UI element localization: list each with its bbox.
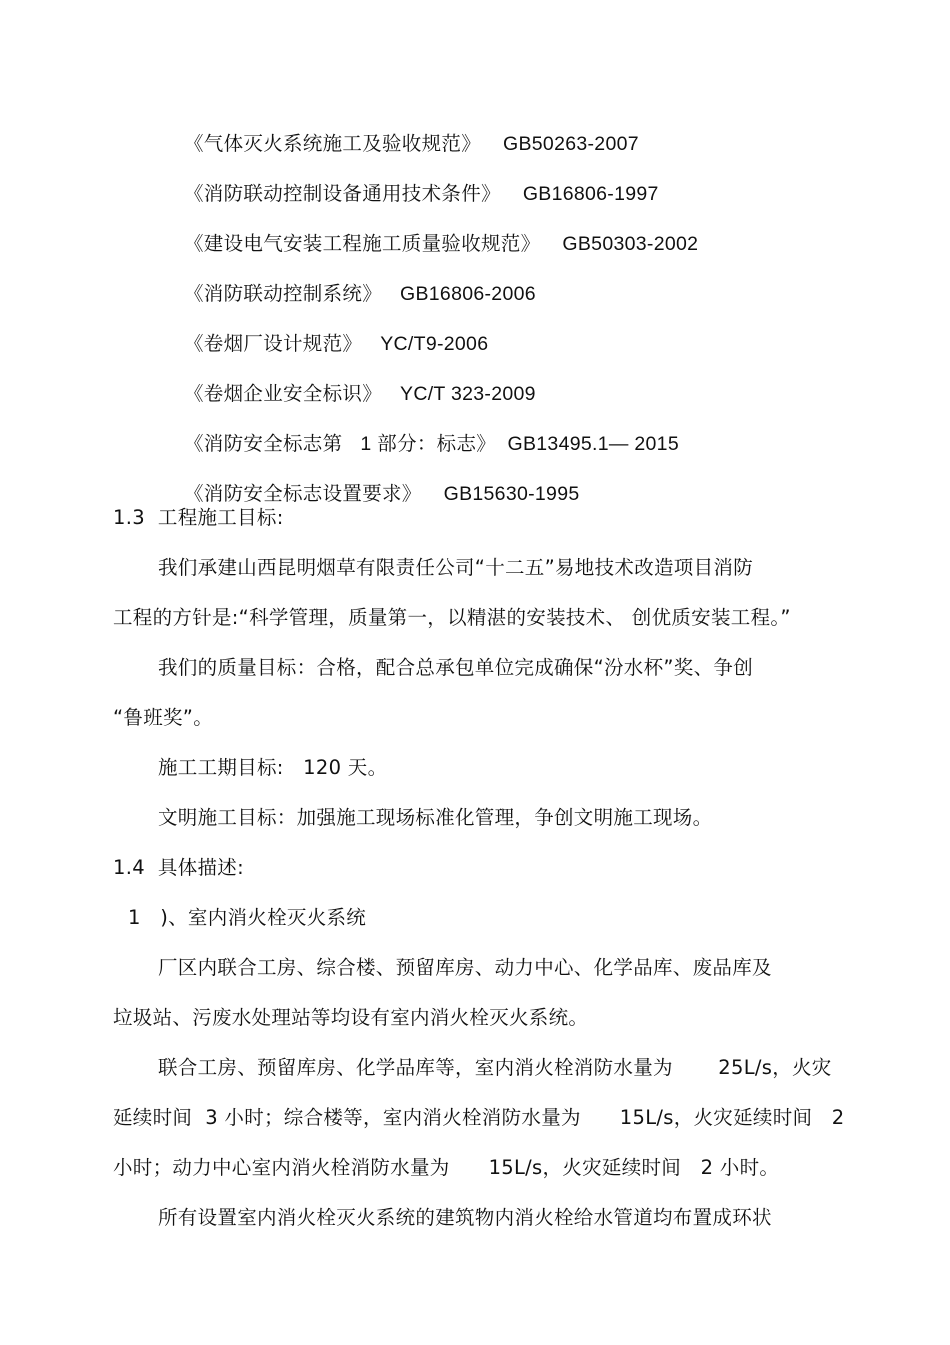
paragraph-line: 施工工期目标: 120 天。 (158, 756, 388, 779)
standard-name: 《卷烟企业安全标识》 (184, 382, 383, 405)
paragraph-line: 垃圾站、污废水处理站等均设有室内消火栓灭火系统。 (113, 1006, 589, 1029)
standard-name: 《消防联动控制系统》 (184, 282, 383, 305)
standard-name: 《消防安全标志第 (184, 432, 343, 455)
paragraph-line: 文明施工目标：加强施工现场标准化管理，争创文明施工现场。 (158, 806, 713, 829)
paragraph-line: 我们承建山西昆明烟草有限责任公司“十二五”易地技术改造项目消防 (158, 556, 754, 579)
subsection-heading: 1 )、室内消火栓灭火系统 (128, 906, 367, 929)
section-heading: 1.4 具体描述: (113, 856, 244, 879)
standard-code: GB15630-1995 (443, 483, 580, 505)
standard-code: GB50263-2007 (503, 133, 639, 155)
paragraph-line: 我们的质量目标：合格，配合总承包单位完成确保“汾水杯”奖、争创 (158, 656, 754, 679)
paragraph-line: 工程的方针是:“科学管理，质量第一，以精湛的安装技术、 创优质安装工程。” (113, 606, 791, 629)
standard-code: YC/T9-2006 (380, 333, 489, 355)
standard-code: GB16806-2006 (400, 283, 536, 305)
paragraph-line: “鲁班奖”。 (113, 706, 214, 729)
standard-name: 《建设电气安装工程施工质量验收规范》 (184, 232, 541, 255)
paragraph-line: 小时；动力中心室内消火栓消防水量为 15L/s，火灾延续时间 2 小时。 (113, 1156, 780, 1179)
standard-code: YC/T 323-2009 (400, 383, 536, 405)
standard-name: 《卷烟厂设计规范》 (184, 332, 363, 355)
section-heading: 1.3 工程施工目标: (113, 506, 284, 529)
paragraph-line: 延续时间 3 小时；综合楼等，室内消火栓消防水量为 15L/s，火灾延续时间 2 (113, 1106, 845, 1129)
standard-name: 《气体灭火系统施工及验收规范》 (184, 132, 482, 155)
standard-code: GB16806-1997 (522, 183, 659, 205)
paragraph-line: 厂区内联合工房、综合楼、预留库房、动力中心、化学品库、废品库及 (158, 956, 772, 979)
standard-code: 1 部分：标志》 GB13495.1— 2015 (360, 433, 679, 455)
paragraph-line: 联合工房、预留库房、化学品库等，室内消火栓消防水量为 25L/s，火灾 (158, 1056, 832, 1079)
standard-code: GB50303-2002 (562, 233, 699, 255)
standard-name: 《消防安全标志设置要求》 (184, 482, 422, 505)
paragraph-line: 所有设置室内消火栓灭火系统的建筑物内消火栓给水管道均布置成环状 (158, 1206, 772, 1229)
standard-name: 《消防联动控制设备通用技术条件》 (184, 182, 501, 205)
